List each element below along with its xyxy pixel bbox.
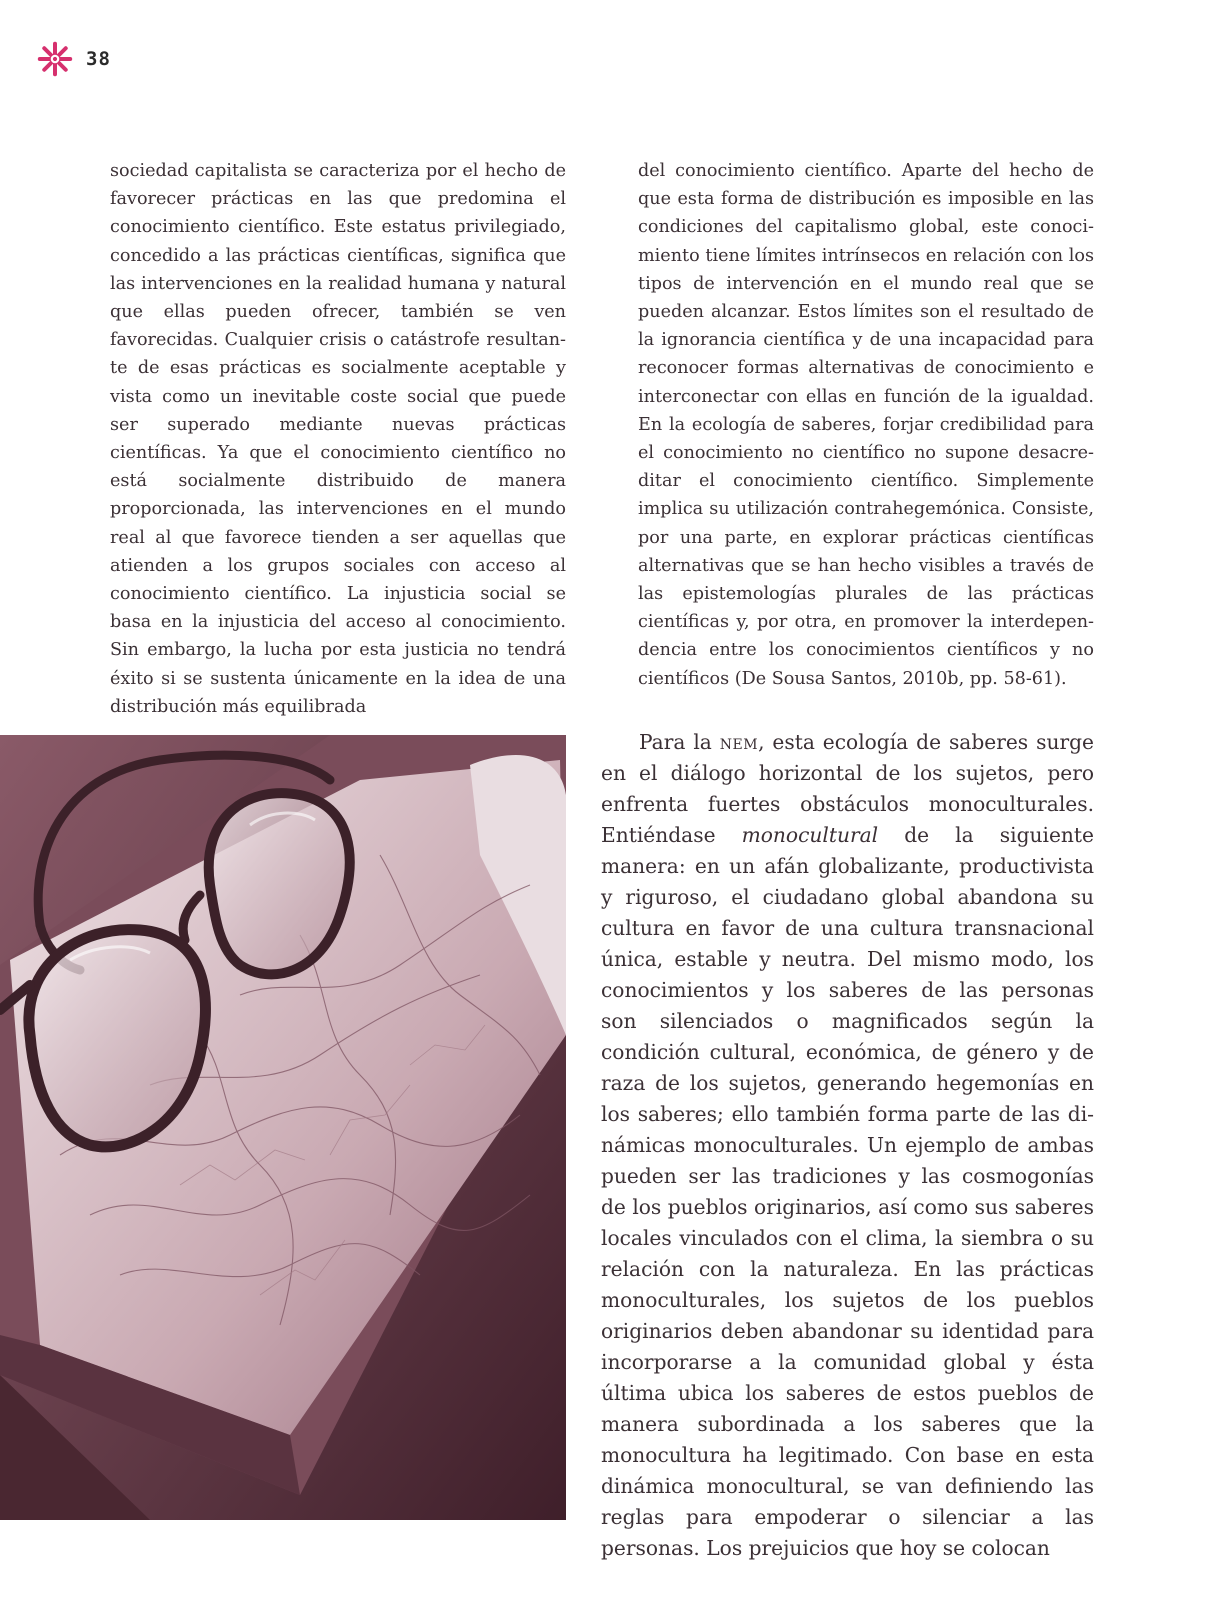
body-paragraph: sociedad capitalista se caracteriza por el hecho de favorecer prácticas en las que predomina el conocimiento científico. Este estatus privilegiado, concedido a las prácticas científicas, significa que las intervenciones en la realidad humana y natural que ellas pueden ofrecer, también se ven favorecidas. Cualquier crisis o catástrofe resultante de esas prácticas es socialmente aceptable y vista como un inevitable coste social que puede ser superado mediante nuevas prácticas científicas. Ya que el conocimiento científico no está socialmente distribuido de manera proporcionada, las intervenciones en el mundo real al que favorece tienden a ser aquellas que atienden a los grupos sociales con acceso al conocimiento científico. La injusticia social se basa en la injusticia del acceso al conocimiento. Sin embargo, la lucha por esta justicia no tendrá éxito si se sustenta únicamente en la idea de una distribución más equilibrada xyxy=(110,161,566,717)
lead-text: Para la xyxy=(639,730,720,754)
right-column-bottom xyxy=(601,727,1094,1564)
paragraph-text: , esta ecología de saberes surge en el diálogo horizontal de los sujetos, pero enfrenta fuertes obstáculos monoculturales. Entiéndase xyxy=(601,730,1094,847)
asterisk-flower-icon xyxy=(36,40,74,78)
emphasis-term: monocultural xyxy=(741,823,879,847)
page-header xyxy=(36,40,111,78)
left-column xyxy=(110,157,566,721)
body-paragraph xyxy=(601,727,1094,1564)
body-paragraph: del conocimiento científico. Aparte del hecho de que esta forma de distribución es imposible en las condiciones del capitalismo global, este conocimiento tiene límites intrínsecos en relación con los tipos de intervención en el mundo real que se pueden alcanzar. Estos límites son el resultado de la ignorancia científica y de una incapacidad para reconocer formas alternativas de conocimiento e interconectar con ellas en función de la igualdad. En la ecología de saberes, forjar credibilidad para el conocimiento no científico no supone desacreditar el conocimiento científico. Simplemente implica su utilización contrahegemónica. Consiste, por una parte, en explorar prácticas científicas alternativas que se han hecho visibles a través de las epistemologías plurales de las prácticas científicas y, por otra, en promover la interdependencia entre los conocimientos científicos y no científicos (De Sousa Santos, 2010b, pp. 58-61). xyxy=(638,161,1094,689)
eyeglasses-on-atlas-photo xyxy=(0,735,566,1520)
paragraph-text: de la siguiente manera: en un afán globalizante, productivista y riguroso, el ciudadano global abandona su cultura en favor de una cultura transnacional única, estable y neutra. Del mismo modo, los conocimientos y los saberes de las personas son silenciados o magnificados según la condición cultural, económica, de género y de raza de los sujetos, generando hegemonías en los saberes; ello también forma parte de las dinámicas monoculturales. Un ejemplo de ambas pueden ser las tradiciones y las cosmogonías de los pueblos originarios, así como sus saberes locales vinculados con el clima, la siembra o su relación con la naturaleza. En las prácticas monoculturales, los sujetos de los pueblos originarios deben abandonar su identidad para incorporarse a la comunidad global y ésta última ubica los saberes de estos pueblos de manera subordinada a los saberes que la monocultura ha legitimado. Con base en esta dinámica monocultural, se van definiendo las reglas para empoderar o silenciar a las personas. Los prejuicios que hoy se colocan xyxy=(601,823,1094,1560)
right-column-top xyxy=(638,157,1094,693)
acronym: nem xyxy=(719,730,759,754)
page-number: 38 xyxy=(86,48,111,70)
